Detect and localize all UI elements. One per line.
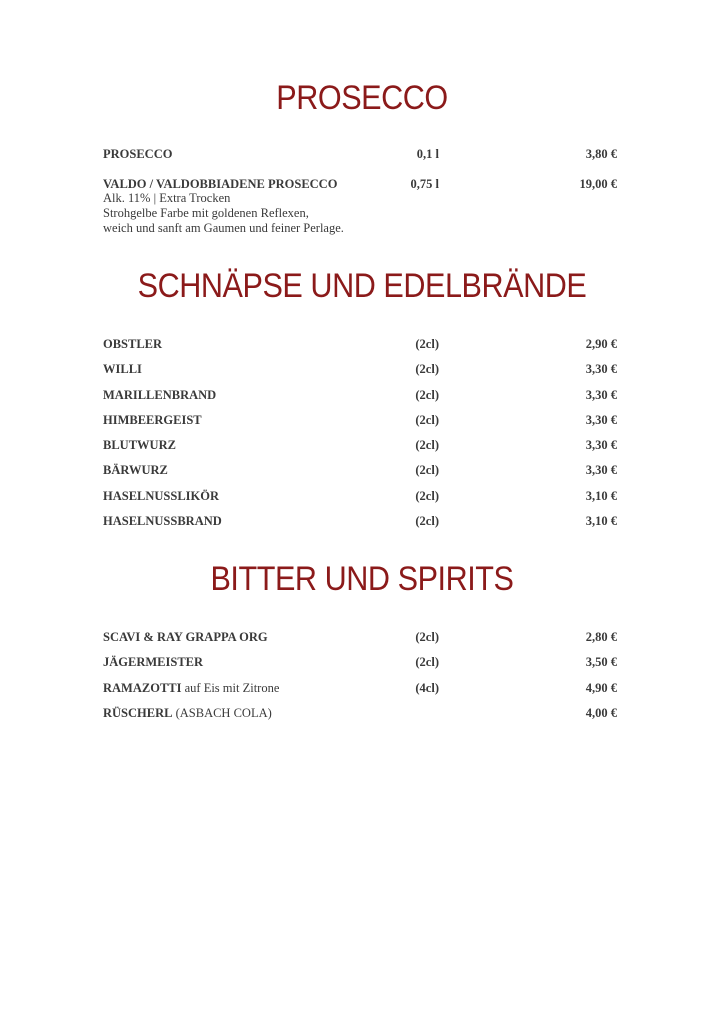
- item-price: 3,80 €: [585, 147, 617, 161]
- item-volume: (2cl): [415, 463, 439, 477]
- description-line: weich und sanft am Gaumen und feiner Perlage.: [103, 221, 344, 235]
- menu-item: [103, 513, 617, 529]
- item-price: 3,30 €: [585, 413, 617, 427]
- item-volume: (2cl): [415, 630, 439, 644]
- item-price: 2,90 €: [585, 337, 617, 351]
- item-volume: (2cl): [415, 655, 439, 669]
- item-price: 4,90 €: [585, 681, 617, 695]
- item-price: 3,10 €: [585, 489, 617, 503]
- description-line: Alk. 11% | Extra Trocken: [103, 191, 231, 205]
- item-volume: (2cl): [415, 362, 439, 376]
- item-price: 3,30 €: [585, 438, 617, 452]
- item-name: HASELNUSSLIKÖR: [103, 489, 220, 503]
- item-volume: (2cl): [415, 438, 439, 452]
- menu-item: [103, 336, 617, 352]
- menu-item: [103, 705, 617, 721]
- section-title-bitter-spirits: BITTER UND SPIRITS: [210, 560, 514, 598]
- menu-item: [103, 629, 617, 645]
- item-volume: 0,75 l: [410, 177, 439, 191]
- item-price: 3,50 €: [585, 655, 617, 669]
- menu-item: [103, 654, 617, 670]
- menu-item: [103, 462, 617, 478]
- item-price: 2,80 €: [585, 630, 617, 644]
- item-price: 3,10 €: [585, 514, 617, 528]
- item-name: BLUTWURZ: [103, 438, 176, 452]
- menu-item: [103, 437, 617, 453]
- menu-item: [103, 412, 617, 428]
- item-name: OBSTLER: [103, 337, 163, 351]
- item-name: RÜSCHERL (ASBACH COLA): [103, 706, 272, 720]
- item-name: WILLI: [103, 362, 142, 376]
- item-name: BÄRWURZ: [103, 463, 168, 477]
- section-title-schnaepse: SCHNÄPSE UND EDELBRÄNDE: [137, 267, 587, 305]
- menu-item: [103, 361, 617, 377]
- item-name: RAMAZOTTI auf Eis mit Zitrone: [103, 681, 280, 695]
- item-volume: (2cl): [415, 489, 439, 503]
- item-volume: (4cl): [415, 681, 439, 695]
- item-name: VALDO / VALDOBBIADENE PROSECCO: [103, 177, 338, 191]
- section-title-prosecco: PROSECCO: [276, 79, 448, 117]
- menu-item: [103, 387, 617, 403]
- item-volume: (2cl): [415, 388, 439, 402]
- item-price: 3,30 €: [585, 463, 617, 477]
- item-name: PROSECCO: [103, 147, 173, 161]
- menu-item: [103, 680, 617, 696]
- menu-item: [103, 176, 617, 192]
- item-price: 3,30 €: [585, 388, 617, 402]
- item-name: JÄGERMEISTER: [103, 655, 204, 669]
- menu-item: [103, 488, 617, 504]
- description-line: Strohgelbe Farbe mit goldenen Reflexen,: [103, 206, 309, 220]
- item-description: [103, 191, 503, 236]
- item-price: 19,00 €: [579, 177, 617, 191]
- item-name: MARILLENBRAND: [103, 388, 217, 402]
- item-name: HIMBEERGEIST: [103, 413, 202, 427]
- item-name: SCAVI & RAY GRAPPA ORG: [103, 630, 268, 644]
- menu-item: [103, 146, 617, 162]
- item-price: 4,00 €: [585, 706, 617, 720]
- item-volume: 0,1 l: [416, 147, 439, 161]
- item-volume: (2cl): [415, 413, 439, 427]
- item-volume: (2cl): [415, 514, 439, 528]
- item-price: 3,30 €: [585, 362, 617, 376]
- item-name: HASELNUSSBRAND: [103, 514, 222, 528]
- item-volume: (2cl): [415, 337, 439, 351]
